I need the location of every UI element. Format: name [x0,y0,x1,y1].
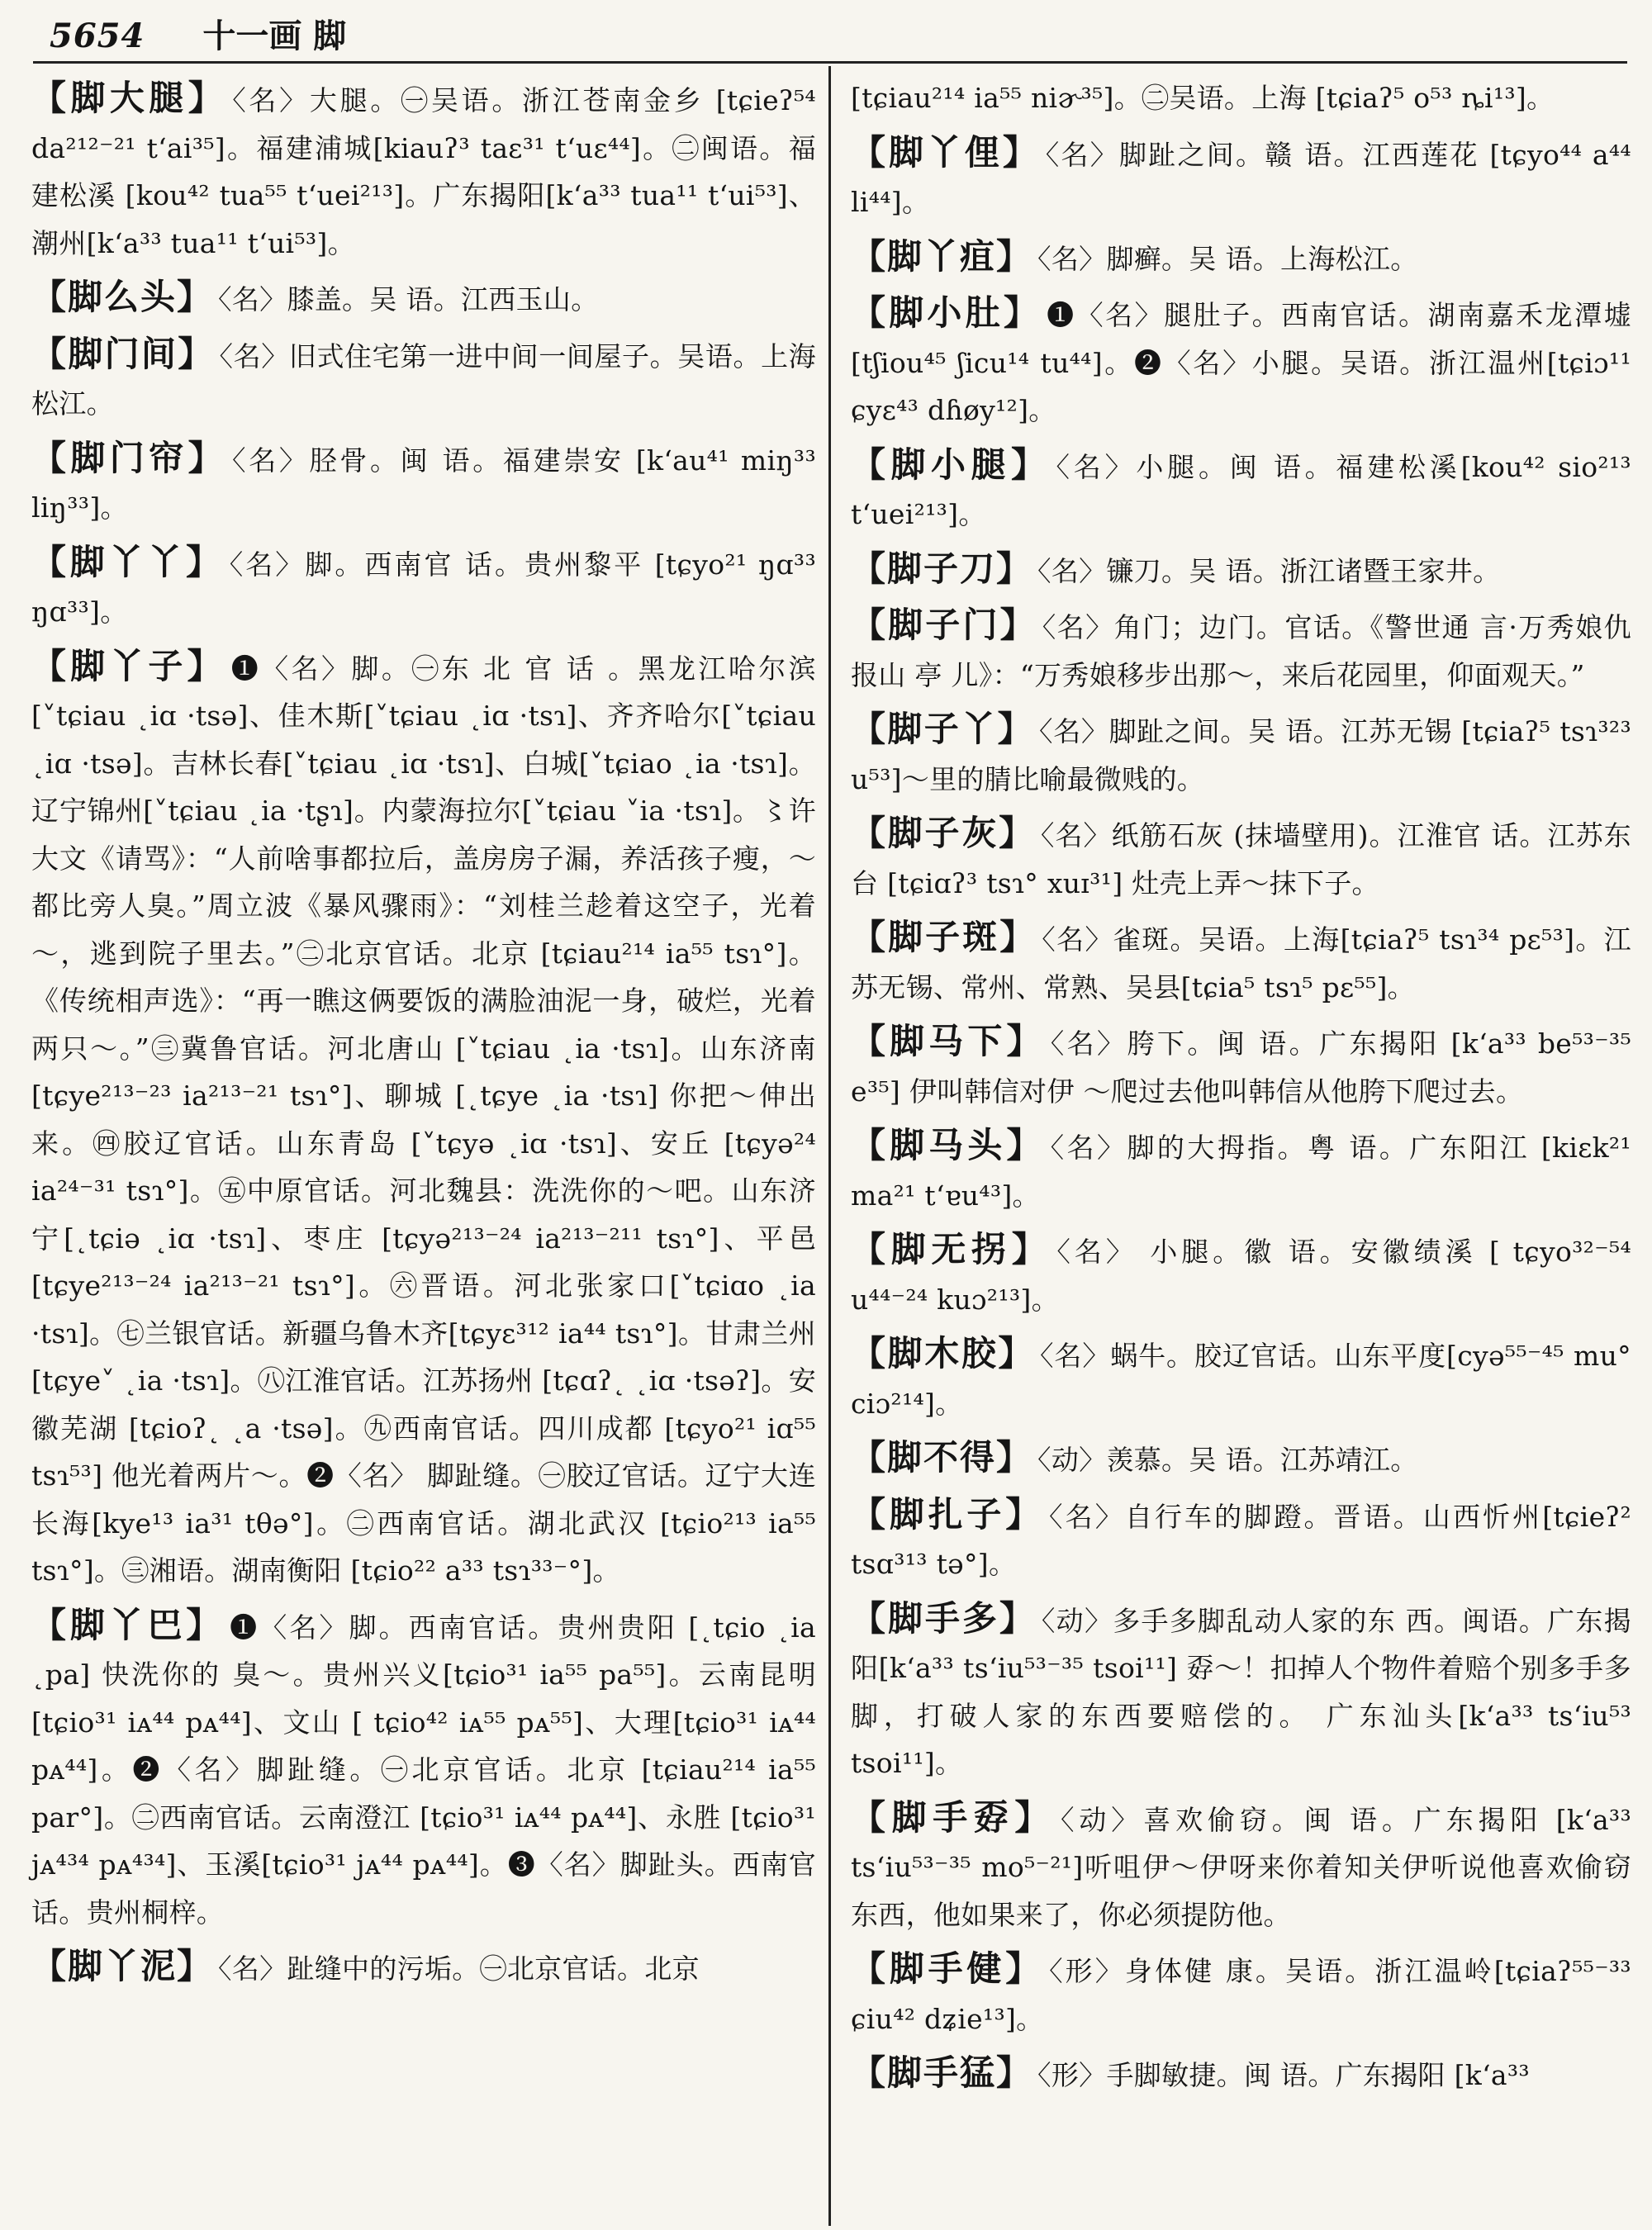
headword: 【脚子灰】 [851,813,1036,853]
column-divider [828,66,831,2226]
dictionary-entry [31,643,816,1595]
headword: 【脚丫泥】 [31,1946,214,1986]
definition: 〈动〉羡慕。吴 语。江苏靖江。 [1037,1444,1418,1476]
dictionary-entry [851,441,1631,539]
dictionary-entry [851,705,1631,803]
dictionary-entry [851,1491,1631,1588]
right-column [851,74,1631,2106]
dictionary-entry [851,1794,1631,1939]
definition: 〈名〉胯下。闽 语。广东揭阳 [k‘a³³ be⁵³⁻³⁵ e³⁵] 伊叫韩信对伊 ～爬过去他叫韩信从他胯下爬过去。 [851,1027,1631,1108]
headword: 【脚门间】 [31,333,215,374]
headword: 【脚手健】 [851,1948,1045,1989]
dictionary-entry [851,1122,1631,1219]
definition: 〈形〉身体健 康。吴语。浙江温岭[tɕiaʔ⁵⁵⁻³³ ɕiu⁴² dʑie¹³]。 [851,1955,1631,2035]
dictionary-entry-continued [851,74,1631,122]
dictionary-entry [851,1945,1631,2043]
dictionary-entry [31,273,816,324]
headword: 【脚手多】 [851,1597,1037,1639]
headword: 【脚不得】 [851,1437,1033,1478]
headword: 【脚手孬】 [851,1796,1056,1838]
definition: [tɕiau²¹⁴ ia⁵⁵ niɚ³⁵]。㊁吴语。上海 [tɕiaʔ⁵ o⁵³ ȵi¹³]。 [851,82,1555,114]
headword: 【脚子门】 [851,605,1037,645]
definition: 〈名〉旧式住宅第一进中间一间屋子。吴语。上海松江。 [31,339,816,420]
headword: 【脚丫子】 [31,645,226,686]
headword: 【脚手猛】 [851,2052,1033,2093]
definition: 〈名〉大腿。㊀吴语。浙江苍南金乡 [tɕieʔ⁵⁴ da²¹²⁻²¹ t‘ai³⁵]。福建浦城[kiauʔ³ taɛ³¹ t‘uɛ⁴⁴]。㊁闽语。福建松溪 [kou⁴² tua⁵⁵ t‘uei²¹³]。广东揭阳[k‘a³³ tua¹¹ t‘ui⁵³]、潮州[k‘a³³ tua¹¹ t‘ui⁵³]。 [31,84,816,259]
definition: 〈名〉纸筋石灰 (抹墙壁用)。江淮官 话。江苏东台 [tɕiɑʔ³ tsɿ° xuɪ³¹] 灶壳上弄～抹下子。 [851,819,1631,899]
headword: 【脚大腿】 [31,78,228,118]
dictionary-entry [31,1943,816,1993]
definition: ❶〈名〉脚。㊀东 北 官 话 。黑龙江哈尔滨[˅tɕiau ˛iɑ ·tsə]、佳木斯[˅tɕiau ˛iɑ ·tsɿ]、齐齐哈尔[˅tɕiau ˛iɑ ·tsə]。吉林长春[˅tɕiau ˛iɑ ·tsɿ]、白城[˅tɕiao ˛ia ·tsɿ]。辽宁锦州[˅tɕiau ˛ia ·tʂɿ]。内蒙海拉尔[˅tɕiau ˅ia ·tsɿ]。〻许大文《请骂》：“人前啥事都拉后，盖房房子漏，养活孩子瘦，～都比旁人臭。”周立波《暴风骤雨》：“刘桂兰趁着这空子，光着～，逃到院子里去。”㊁北京官话。北京 [tɕiau²¹⁴ ia⁵⁵ tsɿ°]。《传统相声选》：“再一瞧这俩要饭的满脸油泥一身，破烂，光着两只～。”㊂冀鲁官话。河北唐山 [˅tɕiau ˛ia ·tsɿ]。山东济南 [tɕye²¹³⁻²³ ia²¹³⁻²¹ tsɿ°]、聊城 [˛tɕye ˛ia ·tsɿ] 你把～伸出来。㊃胶辽官话。山东青岛 [˅tɕyə ˛iɑ ·tsɿ]、安丘 [tɕyə²⁴ ia²⁴⁻³¹ tsɿ°]。㊄中原官话。河北魏县：洗洗你的～吧。山东济宁[˛tɕiə ˛iɑ ·tsɿ]、枣庄 [tɕyə²¹³⁻²⁴ ia²¹³⁻²¹¹ tsɿ°]、平邑 [tɕye²¹³⁻²⁴ ia²¹³⁻²¹ tsɿ°]。㊅晋语。河北张家口[˅tɕiɑo ˛ia ·tsɿ]。㊆兰银官话。新疆乌鲁木齐[tɕyɛ³¹² ia⁴⁴ tsɿ°]。甘肃兰州[tɕye˅ ˛ia ·tsɿ]。㊇江淮官话。江苏扬州 [tɕɑʔ˛ ˛iɑ ·tsəʔ]。安徽芜湖 [tɕioʔ˛ ˛a ·tsə]。㊈西南官话。四川成都 [tɕyo²¹ iɑ⁵⁵ tsɿ⁵³] 他光着两片～。❷〈名〉 脚趾缝。㊀胶辽官话。辽宁大连长海[kye¹³ ia³¹ tθə°]。㊁西南官话。湖北武汉 [tɕio²¹³ ia⁵⁵ tsɿ°]。㊂湘语。湖南衡阳 [tɕio²² a³³ tsɿ³³⁻°]。 [31,652,816,1587]
headword: 【脚门帘】 [31,437,227,478]
definition: 〈动〉喜欢偷窃。闽 语。广东揭阳 [k‘a³³ ts‘iu⁵³⁻³⁵ mo⁵⁻²¹]听咀伊～伊呀来你着知关伊听说他喜欢偷窃东西，他如果来了，你必须提防他。 [851,1803,1631,1931]
definition: 〈动〉多手多脚乱动人家的东 西。闽语。广东揭阳[k‘a³³ ts‘iu⁵³⁻³⁵ tsoi¹¹] 孬～！扣掉人个物件着赔个别多手多脚，打破人家的东西要赔偿的。 广东汕头[k‘a³³ ts‘iu⁵³ tsoi¹¹]。 [851,1604,1631,1779]
definition: 〈名〉 小腿。徽 语。安徽绩溪 [ tɕyo³²⁻⁵⁴ u⁴⁴⁻²⁴ kuɔ²¹³]。 [851,1236,1631,1316]
definition: 〈名〉趾缝中的污垢。㊀北京官话。北京 [218,1952,700,1985]
dictionary-entry [31,330,816,428]
headword: 【脚子丫】 [851,709,1034,749]
dictionary-entry [851,233,1631,283]
dictionary-entry [851,601,1631,699]
headword: 【脚丫俚】 [851,131,1041,173]
dictionary-entry [851,545,1631,595]
dictionary-entry [851,1434,1631,1484]
page-header [50,10,346,58]
definition: 〈名〉自行车的脚蹬。晋语。山西忻州[tɕieʔ² tsɑ³¹³ tə°]。 [851,1500,1631,1580]
definition: 〈名〉雀斑。吴语。上海[tɕiaʔ⁵ tsɿ³⁴ pɛ⁵³]。江苏无锡、常州、常熟、吴县[tɕia⁵ tsɿ⁵ pɛ⁵⁵]。 [851,923,1631,1004]
headword: 【脚马下】 [851,1021,1046,1061]
headword: 【脚扎子】 [851,1493,1045,1535]
definition: 〈名〉脚。西南官 话。贵州黎平 [tɕyo²¹ ŋɑ³³ ŋɑ³³]。 [31,548,816,628]
definition: 〈名〉脚趾之间。赣 语。江西莲花 [tɕyo⁴⁴ a⁴⁴ li⁴⁴]。 [851,138,1631,218]
definition: 〈名〉脚的大拇指。粤 语。广东阳江 [kiɛk²¹ ma²¹ t‘ɐu⁴³]。 [851,1132,1631,1212]
dictionary-entry [31,539,816,636]
dictionary-entry [851,1595,1631,1787]
dictionary-entry [851,1226,1631,1323]
headword: 【脚丫巴】 [31,1604,225,1645]
headword: 【脚丫丫】 [31,541,225,582]
section-title: 十一画 脚 [202,17,347,55]
dictionary-entry [851,809,1631,907]
definition: 〈名〉胫骨。闽 语。福建崇安 [k‘au⁴¹ miŋ³³ liŋ³³]。 [31,444,816,524]
definition: 〈名〉脚趾之间。吴 语。江苏无锡 [tɕiaʔ⁵ tsɿ³²³ u⁵³]～里的腈比喻最微贱的。 [851,715,1631,795]
headword: 【脚无拐】 [851,1229,1052,1269]
headword: 【脚木胶】 [851,1333,1036,1374]
dictionary-entry [31,434,816,532]
dictionary-entry [851,129,1631,226]
page-number: 5654 [50,17,145,55]
definition: 〈形〉手脚敏捷。闽 语。广东揭阳 [k‘a³³ [1037,2059,1530,2091]
definition: 〈名〉角门；边门。官话。《警世通 言·万秀娘仇报山 亭 儿》：“万秀娘移步出那～，来后花园里，仰面观天。” [851,611,1631,691]
dictionary-entry [851,1018,1631,1115]
dictionary-entry [851,2049,1631,2100]
dictionary-entry [851,1330,1631,1427]
headword: 【脚丫疽】 [851,235,1033,277]
left-column [31,74,816,2000]
headword: 【脚小腿】 [851,444,1051,485]
headword: 【脚么头】 [31,277,214,317]
definition: ❶〈名〉脚。西南官话。贵州贵阳 [˛tɕio ˛ia ˛pa] 快洗你的 臭～。贵州兴义[tɕio³¹ ia⁵⁵ pa⁵⁵]。云南昆明[tɕio³¹ iᴀ⁴⁴ pᴀ⁴⁴]、文山 [ tɕio⁴² iᴀ⁵⁵ pᴀ⁵⁵]、大理[tɕio³¹ iᴀ⁴⁴ pᴀ⁴⁴]。❷〈名〉脚趾缝。㊀北京官话。北京 [tɕiau²¹⁴ ia⁵⁵ par°]。㊁西南官话。云南澄江 [tɕio³¹ iᴀ⁴⁴ pᴀ⁴⁴]、永胜 [tɕio³¹ jᴀ⁴³⁴ pᴀ⁴³⁴]、玉溪[tɕio³¹ jᴀ⁴⁴ pᴀ⁴⁴]。❸〈名〉脚趾头。西南官话。贵州桐梓。 [31,1611,816,1929]
headword: 【脚马头】 [851,1125,1046,1165]
header-rule [33,61,1627,64]
definition: 〈名〉小腿。闽 语。福建松溪[kou⁴² sio²¹³ t‘uei²¹³]。 [851,450,1631,530]
dictionary-entry [31,1601,816,1937]
headword: 【脚小肚】 [851,292,1042,333]
dictionary-entry [851,289,1631,434]
dictionary-entry [851,913,1631,1011]
definition: 〈名〉脚癣。吴 语。上海松江。 [1037,242,1418,275]
definition: 〈名〉膝盖。吴 语。江西玉山。 [218,283,599,316]
headword: 【脚子刀】 [851,548,1033,589]
definition: 〈名〉蜗牛。胶辽官话。山东平度[cyə⁵⁵⁻⁴⁵ mu° ciɔ²¹⁴]。 [851,1340,1631,1420]
headword: 【脚子斑】 [851,917,1037,957]
dictionary-entry [31,74,816,267]
definition: ❶〈名〉腿肚子。西南官话。湖南嘉禾龙潭墟 [tʃiou⁴⁵ ʃicu¹⁴ tu⁴⁴]。❷〈名〉小腿。吴语。浙江温州[tɕiɔ¹¹ ɕyɛ⁴³ dɦøy¹²]。 [851,299,1631,426]
definition: 〈名〉镰刀。吴 语。浙江诸暨王家井。 [1037,554,1501,587]
